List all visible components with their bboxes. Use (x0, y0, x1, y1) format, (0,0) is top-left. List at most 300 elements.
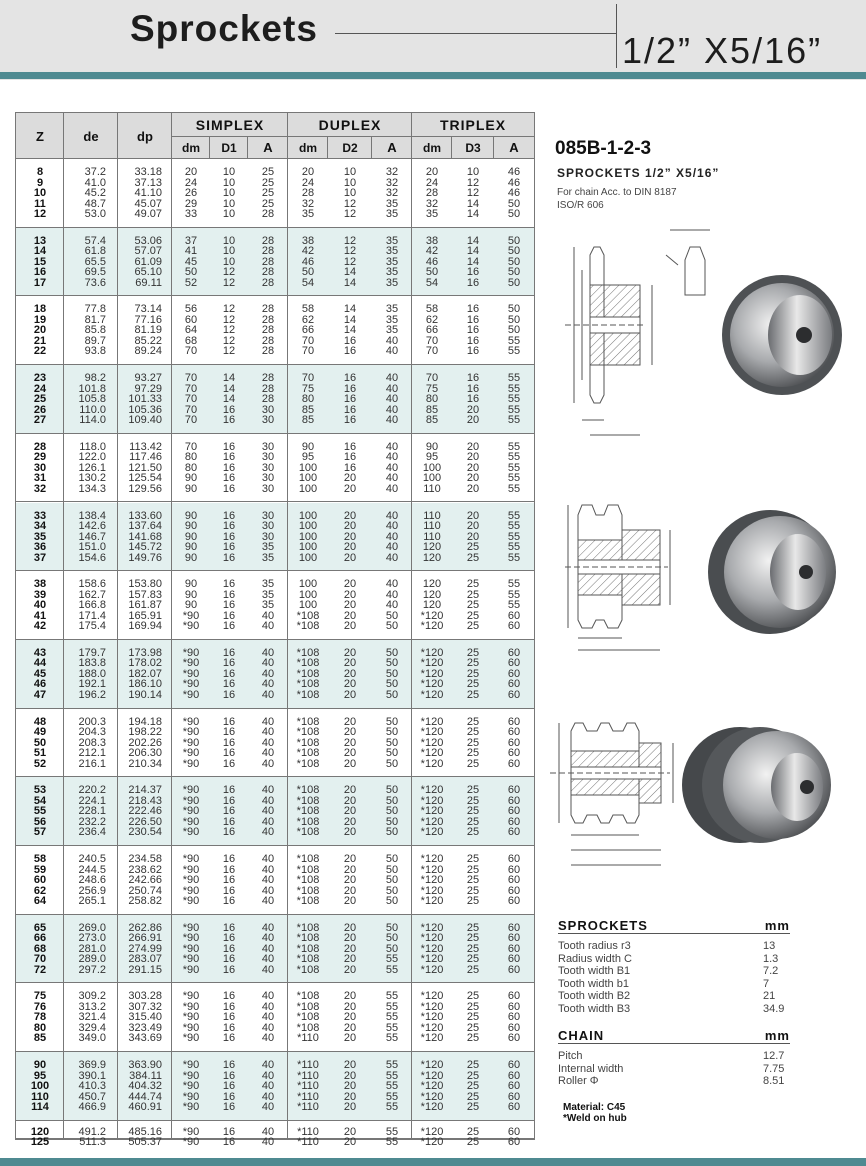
cell-simplex-dm: 90 (184, 541, 198, 553)
cell-duplex-a: 40 (385, 472, 399, 485)
cell-duplex-d2: 16 (343, 372, 357, 385)
cell-de: 93.8 (84, 345, 106, 358)
cell-duplex-d2: 20 (343, 1011, 357, 1024)
cell-dp: 444.74 (128, 1090, 162, 1103)
cell-z: 47 (33, 688, 47, 701)
cell-duplex-dm: 100 (298, 520, 318, 532)
table-row (16, 954, 534, 964)
cell-duplex-a: 40 (385, 509, 399, 522)
cell-z: 65 (33, 921, 47, 934)
cell-duplex-dm: 46 (301, 255, 315, 268)
cell-simplex-d1: 10 (222, 255, 236, 268)
chain-spec-rows (558, 1050, 790, 1088)
cell-simplex-d1: 16 (222, 667, 236, 680)
sprockets-spec-row (558, 990, 790, 1003)
cell-triplex-dm: *120 (420, 1101, 444, 1114)
cell-triplex-d3: 20 (466, 461, 480, 474)
cell-triplex-a: 60 (507, 1136, 521, 1149)
cell-duplex-a: 40 (385, 345, 399, 358)
cell-z: 31 (33, 472, 47, 485)
cell-simplex-d1: 16 (222, 1136, 236, 1149)
cell-duplex-a: 32 (385, 187, 399, 199)
cell-duplex-d2: 20 (343, 884, 357, 897)
cell-de: 53.0 (84, 208, 106, 220)
cell-simplex-d1: 16 (222, 678, 236, 691)
cell-triplex-d3: 25 (466, 895, 480, 907)
cell-duplex-a: 50 (385, 884, 399, 897)
cell-de: 101.8 (78, 382, 106, 395)
cell-triplex-a: 60 (507, 757, 521, 770)
cell-duplex-a: 35 (385, 245, 399, 258)
cell-triplex-d3: 16 (466, 313, 480, 326)
cell-triplex-a: 60 (507, 1101, 521, 1114)
cell-duplex-dm: *108 (296, 990, 320, 1003)
chain-spec-table (558, 1028, 790, 1088)
table-row (16, 521, 534, 531)
cell-simplex-d1: 16 (222, 815, 236, 828)
column-divider (411, 113, 412, 1139)
cell-simplex-dm: *90 (182, 657, 200, 670)
cell-simplex-a: 40 (261, 942, 275, 955)
cell-z: 54 (33, 794, 47, 807)
cell-triplex-d3: 25 (466, 874, 480, 886)
table-row (16, 236, 534, 246)
chain-spec-value: 12.7 (763, 1050, 785, 1062)
cell-simplex-dm: 70 (184, 403, 198, 416)
cell-duplex-a: 50 (385, 678, 399, 691)
col-header-z: Z (36, 128, 44, 144)
cell-triplex-dm: *120 (420, 1069, 444, 1082)
cell-z: 52 (33, 757, 47, 770)
table-row (16, 965, 534, 975)
cell-simplex-dm: 90 (184, 520, 198, 532)
cell-de: 208.3 (78, 736, 106, 749)
cell-dp: 283.07 (128, 953, 162, 966)
cell-duplex-d2: 16 (343, 440, 357, 453)
cell-z: 46 (33, 678, 47, 691)
cell-simplex-a: 40 (261, 1125, 275, 1138)
chain-spec-label: Pitch (558, 1050, 583, 1062)
cell-triplex-d3: 25 (466, 588, 480, 601)
cell-z: 27 (33, 414, 47, 427)
cell-duplex-dm: *108 (296, 757, 320, 770)
cell-simplex-dm: 90 (184, 530, 198, 543)
cell-triplex-a: 60 (507, 688, 521, 701)
cell-dp: 69.11 (135, 276, 162, 289)
table-row (16, 336, 534, 346)
cell-triplex-dm: *120 (420, 826, 444, 839)
cell-z: 53 (33, 784, 47, 797)
cell-triplex-a: 50 (507, 303, 521, 316)
sprockets-spec-label: Radius width C (558, 952, 632, 965)
cell-triplex-a: 55 (507, 482, 521, 495)
col-header-triplex-a: A (509, 140, 519, 155)
cell-z: 33 (33, 509, 47, 522)
cell-dp: 384.11 (129, 1069, 162, 1082)
cell-duplex-a: 35 (385, 276, 399, 289)
cell-duplex-dm: *110 (297, 1059, 319, 1072)
cell-dp: 303.28 (128, 990, 162, 1003)
cell-duplex-dm: 70 (301, 345, 315, 358)
standard-line-din: For chain Acc. to DIN 8187 (557, 187, 677, 198)
cell-dp: 153.80 (128, 578, 162, 591)
table-row (16, 796, 534, 806)
cell-triplex-dm: 38 (425, 234, 439, 247)
cell-duplex-dm: 100 (298, 461, 318, 474)
duplex-drawing (560, 490, 850, 665)
cell-duplex-dm: *110 (297, 1080, 319, 1093)
cell-duplex-d2: 20 (343, 472, 357, 485)
cell-triplex-a: 60 (507, 609, 521, 622)
cell-z: 48 (33, 715, 47, 728)
cell-duplex-d2: 20 (343, 1080, 357, 1093)
cell-de: 105.8 (78, 393, 106, 406)
cell-duplex-d2: 20 (343, 942, 357, 955)
cell-triplex-dm: *120 (420, 657, 444, 670)
cell-de: 273.0 (78, 932, 106, 945)
cell-simplex-d1: 16 (222, 784, 236, 797)
cell-simplex-dm: *90 (182, 620, 200, 633)
cell-z: 125 (30, 1136, 50, 1149)
cell-de: 45.2 (84, 187, 106, 199)
cell-simplex-dm: 70 (184, 372, 198, 385)
weld-note-line: *Weld on hub (563, 1113, 627, 1124)
cell-simplex-a: 40 (261, 747, 275, 760)
cell-de: 196.2 (78, 688, 106, 701)
cell-dp: 262.86 (128, 921, 162, 934)
cell-duplex-dm: 100 (298, 509, 318, 522)
cell-triplex-a: 60 (507, 1125, 521, 1138)
cell-simplex-d1: 16 (222, 874, 236, 886)
page-title: Sprockets (130, 8, 318, 49)
row-group (16, 159, 534, 228)
cell-triplex-dm: *120 (420, 805, 444, 818)
cell-simplex-dm: *90 (182, 932, 200, 945)
cell-duplex-dm: 100 (298, 588, 318, 601)
cell-de: 450.7 (78, 1090, 106, 1103)
cell-triplex-dm: 42 (425, 245, 439, 258)
cell-triplex-d3: 16 (466, 345, 480, 358)
cell-duplex-d2: 20 (343, 578, 357, 591)
cell-dp: 101.33 (128, 393, 162, 406)
cell-triplex-dm: *120 (420, 1136, 444, 1149)
cell-duplex-d2: 10 (343, 166, 357, 178)
cell-z: 66 (33, 932, 47, 945)
cell-triplex-a: 60 (507, 1000, 521, 1013)
cell-duplex-dm: *108 (296, 1021, 320, 1034)
cell-triplex-dm: *120 (420, 953, 444, 966)
cell-triplex-d3: 25 (466, 551, 480, 564)
cell-duplex-a: 50 (385, 620, 399, 633)
table-row (16, 748, 534, 758)
cell-triplex-d3: 25 (466, 1125, 480, 1138)
cell-de: 134.3 (78, 482, 106, 495)
cell-z: 22 (33, 345, 47, 358)
table-row (16, 648, 534, 658)
cell-triplex-dm: *120 (420, 1011, 444, 1024)
cell-simplex-d1: 16 (222, 921, 236, 934)
cell-simplex-a: 40 (261, 794, 275, 807)
material-line: Material: C45 (563, 1102, 626, 1113)
cell-dp: 161.87 (128, 599, 162, 612)
col-group-triplex: TRIPLEX (439, 116, 507, 133)
cell-duplex-a: 55 (385, 1101, 399, 1114)
cell-z: 56 (33, 815, 47, 828)
cell-simplex-a: 40 (261, 620, 275, 633)
cell-de: 142.6 (78, 520, 106, 532)
cell-dp: 145.72 (128, 541, 162, 553)
cell-de: 244.5 (78, 863, 106, 876)
cell-duplex-d2: 20 (343, 736, 357, 749)
cell-duplex-dm: 100 (298, 482, 318, 495)
cell-simplex-d1: 16 (222, 726, 236, 739)
cell-simplex-d1: 16 (222, 1011, 236, 1024)
cell-dp: 173.98 (128, 646, 162, 659)
cell-duplex-dm: *108 (296, 678, 320, 691)
cell-dp: 206.30 (128, 747, 162, 760)
cell-simplex-a: 40 (261, 736, 275, 749)
cell-simplex-a: 28 (261, 372, 275, 385)
cell-z: 41 (33, 609, 47, 622)
cell-simplex-dm: 41 (184, 245, 198, 258)
table-row (16, 817, 534, 827)
cell-simplex-dm: 70 (184, 382, 198, 395)
cell-simplex-d1: 16 (222, 461, 236, 474)
cell-de: 309.2 (78, 990, 106, 1003)
cell-simplex-dm: *90 (182, 863, 200, 876)
table-row (16, 511, 534, 521)
cell-duplex-d2: 16 (343, 382, 357, 395)
cell-duplex-d2: 20 (343, 588, 357, 601)
cell-simplex-a: 28 (261, 345, 275, 358)
cell-dp: 117.46 (129, 451, 162, 464)
cell-duplex-d2: 20 (343, 784, 357, 797)
cell-triplex-dm: *120 (420, 747, 444, 760)
cell-simplex-a: 28 (261, 208, 275, 220)
cell-duplex-d2: 20 (343, 757, 357, 770)
cell-duplex-a: 50 (385, 747, 399, 760)
cell-simplex-a: 30 (261, 451, 275, 464)
cell-duplex-a: 40 (385, 372, 399, 385)
cell-duplex-dm: 85 (301, 414, 315, 427)
cell-z: 110 (31, 1090, 49, 1103)
cell-duplex-a: 50 (385, 657, 399, 670)
sprockets-spec-value: 21 (763, 990, 776, 1002)
cell-dp: 291.15 (128, 963, 162, 976)
cell-simplex-a: 28 (261, 313, 275, 326)
table-row (16, 933, 534, 943)
cell-duplex-d2: 16 (343, 393, 357, 406)
cell-de: 73.6 (84, 276, 106, 289)
row-group (16, 915, 534, 984)
cell-duplex-a: 40 (385, 393, 399, 406)
cell-duplex-d2: 20 (343, 1059, 357, 1072)
cell-dp: 505.37 (128, 1136, 162, 1149)
cell-triplex-dm: *120 (420, 620, 444, 633)
cell-simplex-d1: 12 (222, 266, 236, 279)
cell-duplex-dm: *110 (297, 1090, 319, 1103)
cell-dp: 41.10 (134, 187, 162, 199)
cell-triplex-d3: 16 (466, 276, 480, 289)
cell-dp: 178.02 (128, 657, 162, 670)
cell-dp: 81.19 (134, 324, 162, 337)
cell-duplex-a: 50 (385, 784, 399, 797)
cell-duplex-d2: 20 (343, 657, 357, 670)
table-row (16, 600, 534, 610)
cell-duplex-a: 55 (385, 963, 399, 976)
cell-simplex-d1: 16 (222, 588, 236, 601)
cell-simplex-d1: 16 (222, 963, 236, 976)
cell-duplex-d2: 16 (343, 414, 357, 427)
cell-duplex-d2: 20 (343, 520, 357, 532)
cell-simplex-dm: 24 (184, 176, 198, 189)
cell-simplex-d1: 14 (222, 382, 236, 395)
cell-z: 28 (33, 440, 47, 453)
cell-simplex-dm: 70 (184, 440, 198, 453)
cell-simplex-a: 40 (261, 1090, 275, 1103)
cell-duplex-d2: 14 (343, 313, 357, 326)
cell-de: 240.5 (78, 853, 106, 865)
cell-simplex-a: 40 (261, 757, 275, 770)
cell-simplex-d1: 10 (222, 197, 236, 210)
cell-duplex-d2: 20 (343, 921, 357, 934)
cell-simplex-dm: *90 (182, 609, 200, 622)
table-row (16, 1081, 534, 1091)
cell-triplex-d3: 25 (466, 1136, 480, 1149)
table-row (16, 463, 534, 473)
cell-z: 34 (33, 520, 47, 532)
cell-dp: 218.43 (128, 794, 162, 807)
cell-simplex-a: 28 (261, 266, 275, 279)
cell-triplex-a: 60 (507, 736, 521, 749)
cell-triplex-dm: 100 (422, 472, 442, 485)
cell-dp: 65.10 (134, 266, 162, 279)
column-divider (287, 113, 288, 1139)
cell-de: 212.1 (78, 747, 106, 760)
cell-triplex-a: 60 (507, 726, 521, 739)
chain-spec-row (558, 1075, 790, 1088)
cell-simplex-dm: 68 (184, 334, 198, 347)
cell-dp: 125.54 (128, 472, 162, 485)
cell-simplex-a: 30 (261, 482, 275, 495)
cell-simplex-dm: *90 (182, 1032, 200, 1045)
cell-simplex-a: 30 (261, 461, 275, 474)
cell-z: 30 (33, 461, 47, 474)
cell-triplex-dm: 110 (423, 509, 441, 522)
cell-simplex-dm: 52 (184, 276, 198, 289)
cell-triplex-dm: 90 (425, 440, 439, 453)
cell-triplex-a: 60 (507, 874, 521, 886)
cell-triplex-a: 60 (507, 895, 521, 907)
cell-dp: 274.99 (128, 942, 162, 955)
cell-triplex-d3: 25 (466, 784, 480, 797)
cell-z: 39 (33, 588, 47, 601)
cell-z: 78 (33, 1011, 47, 1024)
cell-duplex-dm: *108 (296, 963, 320, 976)
sprockets-spec-value: 1.3 (763, 952, 779, 965)
cell-de: 265.1 (78, 895, 106, 907)
cell-duplex-d2: 14 (343, 303, 357, 316)
cell-de: 37.2 (84, 166, 106, 178)
cell-simplex-a: 30 (261, 520, 275, 532)
cell-de: 269.0 (78, 921, 106, 934)
cell-z: 40 (33, 599, 47, 612)
cell-simplex-d1: 16 (222, 953, 236, 966)
cell-dp: 97.29 (134, 382, 162, 395)
pitch-size-label: 1/2” X5/16” (622, 30, 823, 71)
cell-dp: 33.18 (134, 166, 162, 178)
cell-simplex-dm: *90 (182, 942, 200, 955)
cell-z: 24 (33, 382, 47, 395)
cell-simplex-dm: *90 (182, 678, 200, 691)
cell-duplex-dm: 58 (301, 303, 315, 316)
cell-simplex-d1: 16 (222, 863, 236, 876)
col-header-dp-text: dp (137, 128, 153, 144)
cell-z: 95 (33, 1069, 47, 1082)
cell-z: 114 (31, 1101, 49, 1114)
table-row (16, 267, 534, 277)
cell-duplex-d2: 20 (343, 678, 357, 691)
cell-simplex-d1: 16 (222, 472, 236, 485)
cell-triplex-dm: *120 (420, 963, 444, 976)
cell-duplex-d2: 20 (343, 874, 357, 886)
cell-duplex-dm: *108 (296, 853, 320, 865)
row-group (16, 503, 534, 572)
cell-triplex-dm: 28 (425, 187, 439, 199)
cell-simplex-d1: 16 (222, 440, 236, 453)
cell-simplex-dm: *90 (182, 874, 200, 886)
cell-triplex-d3: 25 (466, 953, 480, 966)
cell-triplex-a: 55 (507, 541, 521, 553)
chain-spec-value: 8.51 (763, 1075, 785, 1087)
cell-simplex-dm: 56 (184, 303, 198, 316)
cell-duplex-d2: 20 (343, 895, 357, 907)
cell-triplex-d3: 14 (466, 208, 480, 220)
cell-dp: 77.16 (134, 313, 162, 326)
cell-duplex-d2: 20 (343, 953, 357, 966)
cell-triplex-dm: *120 (420, 784, 444, 797)
cell-dp: 57.07 (134, 245, 162, 258)
cell-z: 51 (33, 747, 47, 760)
cell-duplex-a: 40 (385, 551, 399, 564)
cell-de: 179.7 (78, 646, 106, 659)
cell-duplex-d2: 20 (343, 530, 357, 543)
cell-duplex-d2: 20 (343, 747, 357, 760)
cell-dp: 137.64 (128, 520, 162, 532)
cell-duplex-d2: 20 (343, 863, 357, 876)
cell-simplex-a: 40 (261, 609, 275, 622)
cell-z: 68 (33, 942, 47, 955)
cell-duplex-a: 50 (385, 895, 399, 907)
table-row (16, 1102, 534, 1112)
cell-duplex-d2: 14 (343, 266, 357, 279)
cell-dp: 73.14 (134, 303, 162, 316)
cell-triplex-d3: 20 (466, 530, 480, 543)
table-row (16, 785, 534, 795)
column-divider (451, 136, 452, 159)
cell-triplex-a: 60 (507, 784, 521, 797)
cell-duplex-dm: 28 (301, 187, 315, 199)
cell-simplex-a: 28 (261, 234, 275, 247)
cell-duplex-dm: *108 (296, 1000, 320, 1013)
cell-simplex-d1: 16 (222, 403, 236, 416)
cell-triplex-d3: 25 (466, 921, 480, 934)
cell-triplex-d3: 25 (466, 1101, 480, 1114)
table-row (16, 679, 534, 689)
cell-simplex-d1: 16 (222, 1101, 236, 1114)
cell-duplex-d2: 20 (343, 826, 357, 839)
cell-triplex-d3: 25 (466, 747, 480, 760)
